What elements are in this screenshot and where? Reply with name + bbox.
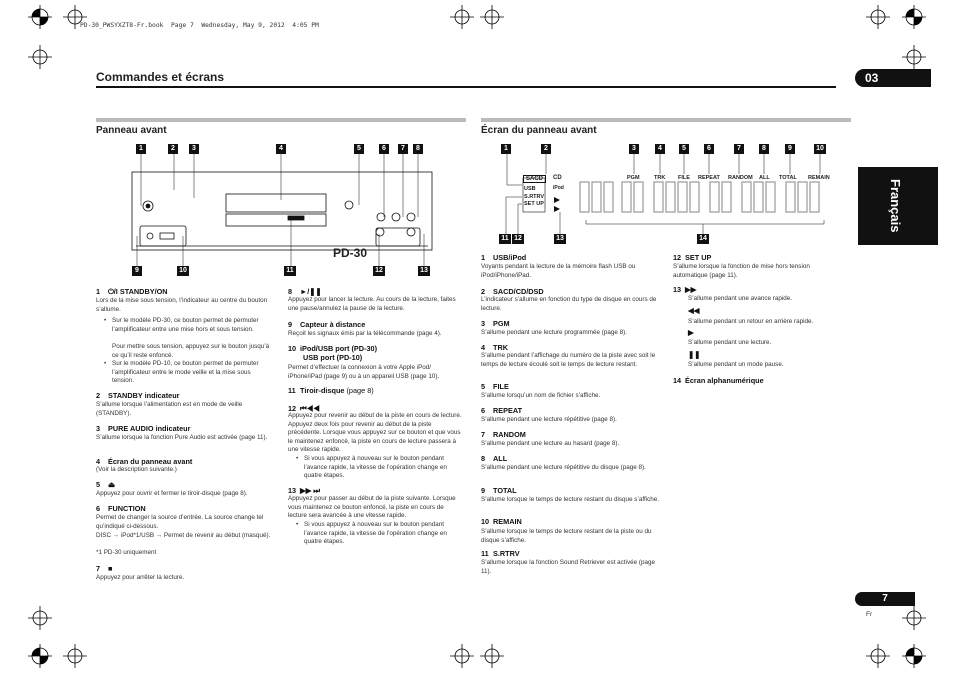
col3-item11-heading: 11 S.RTRV <box>481 549 520 558</box>
pause-icon: ❚❚ <box>688 350 701 359</box>
callout-2: 2 <box>168 144 178 154</box>
ipod-indicator: iPod <box>553 185 564 191</box>
srtrv-indicator: S.RTRV <box>524 194 545 200</box>
play-icon: ▶ <box>688 328 694 337</box>
col1-item2-text: S’allume lorsque l’alimentation est en mode de veille (STANDBY). <box>96 401 243 417</box>
callout-12: 12 <box>373 266 385 276</box>
display-callout-10: 10 <box>814 144 826 154</box>
display-callout-8: 8 <box>759 144 769 154</box>
col2-item13-heading: 13 ▶▶ ⏭ <box>288 486 320 495</box>
bullet-icon: • <box>296 521 299 528</box>
display-callout-6: 6 <box>704 144 714 154</box>
col1-item3-heading: 3 PURE AUDIO indicateur <box>96 424 191 433</box>
col2-item11-heading: 11 Tiroir-disque (page 8) <box>288 386 374 395</box>
col4-item12-heading: 12 SET UP <box>673 253 712 262</box>
col3-item4-heading: 4 TRK <box>481 343 508 352</box>
col4-item14-heading: 14 Écran alphanumérique <box>673 376 764 385</box>
col2-item12-bullet: Si vous appuyez à nouveau sur le bouton pendant l’avance rapide, la vitesse de l’opération change en quatre étapes. <box>304 455 447 480</box>
callout-3: 3 <box>189 144 199 154</box>
callout-1: 1 <box>136 144 146 154</box>
subbar-display <box>481 118 851 122</box>
front-panel-title: Panneau avant <box>96 125 167 136</box>
col3-item5-text: S’allume lorsqu’un nom de fichier s’affiche. <box>481 392 601 399</box>
col2-item13-bullet: Si vous appuyez à nouveau sur le bouton pendant l’avance rapide, la vitesse de l’opération change en quatre étapes. <box>304 521 447 546</box>
display-callout-5: 5 <box>679 144 689 154</box>
rewind-icon: ◀◀ <box>688 306 700 315</box>
col1-item1-text: Lors de la mise sous tension, l’indicateur au centre du bouton s’allume. <box>96 297 268 313</box>
repeat-indicator: REPEAT <box>698 175 720 181</box>
col1-item6-text: Permet de changer la source d’entrée. La source change tel qu’indiqué ci-dessous. <box>96 514 264 530</box>
remain-indicator: REMAIN <box>808 175 830 181</box>
section-title: Commandes et écrans <box>96 70 225 84</box>
front-panel-illustration <box>128 142 438 282</box>
language-tab-label: Français <box>888 179 903 233</box>
col2-item13-text: Appuyez pour passer au début de la piste suivante. Lorsque vous maintenez ce bouton enfoncé, la piste en cours de lecture sera avancée à une vitesse rapide. <box>288 495 456 520</box>
col2-item12-heading: 12 ⏮◀◀ <box>288 404 320 413</box>
col3-item6-text: S’allume pendant une lecture répétitive (page 8). <box>481 416 617 423</box>
display-callout-3: 3 <box>629 144 639 154</box>
col1-item6-note: *1 PD-30 uniquement <box>96 549 157 556</box>
display-callout-13: 13 <box>554 234 566 244</box>
col1-item1-bullet2: Sur le modèle PD-10, ce bouton permet de permuter l’amplificateur entre le mode veille et la mise sous tension. <box>112 360 259 385</box>
callout-10: 10 <box>177 266 189 276</box>
callout-13: 13 <box>418 266 430 276</box>
col4-item13-b: S’allume pendant un retour en arrière rapide. <box>688 318 814 325</box>
callout-4: 4 <box>276 144 286 154</box>
callout-6: 6 <box>379 144 389 154</box>
col1-item4-text: (Voir la description suivante.) <box>96 466 177 473</box>
col3-item2-heading: 2 SACD/CD/DSD <box>481 287 544 296</box>
random-indicator: RANDOM <box>728 175 753 181</box>
col2-item9-heading: 9 Capteur à distance <box>288 320 366 329</box>
cd-indicator: CD <box>553 175 562 181</box>
col3-item1-text: Voyants pendant la lecture de la mémoire flash USB ou iPod/iPhone/iPad. <box>481 263 636 279</box>
col3-item2-text: L’indicateur s’allume en fonction du type de disque en cours de lecture. <box>481 296 657 312</box>
sacd-indicator: SACD <box>523 175 546 183</box>
col2-item12-text: Appuyez pour revenir au début de la piste en cours de lecture. Appuyez deux fois pour revenir au début de la piste précédente. Lorsque vous appuyez sur ce bouton et que vous le maintenez enfoncé, la piste en cours de lecture passera à une vitesse rapide. <box>288 412 462 454</box>
total-indicator: TOTAL <box>779 175 797 181</box>
col1-item1-bullet1: Sur le modèle PD-30, ce bouton permet de permuter l’amplificateur entre une mise hors et sous tension. <box>112 317 259 333</box>
callout-9: 9 <box>132 266 142 276</box>
col2-item10-text: Permet d’effectuer la connexion à votre Apple iPod/ iPhone/iPad (page 9) ou à un appareil USB (page 10). <box>288 364 440 380</box>
display-callout-14: 14 <box>697 234 709 244</box>
col3-item7-text: S’allume pendant une lecture au hasard (page 8). <box>481 440 620 447</box>
usb-indicator: USB <box>524 186 536 192</box>
trk-indicator: TRK <box>654 175 666 181</box>
model-label: PD-30 <box>333 246 368 260</box>
page-number: 7 <box>855 592 915 606</box>
display-callout-11: 11 <box>499 234 511 244</box>
file-indicator: FILE <box>678 175 690 181</box>
col3-item8-text: S’allume pendant une lecture répétitive du disque (page 8). <box>481 464 646 471</box>
callout-7: 7 <box>398 144 408 154</box>
col1-item5-heading: 5 ⏏ <box>96 480 115 489</box>
col4-item13-c: S’allume pendant une lecture. <box>688 339 772 346</box>
col1-item5-text: Appuyez pour ouvrir et fermer le tiroir-disque (page 8). <box>96 490 248 497</box>
col1-item7-text: Appuyez pour arrêter la lecture. <box>96 574 185 581</box>
col2-item9-text: Reçoit les signaux émis par la télécommande (page 4). <box>288 330 442 337</box>
col1-item2-heading: 2 STANDBY indicateur <box>96 391 180 400</box>
col3-item10-text: S’allume lorsque le temps de lecture restant de la piste ou du disque s’affiche. <box>481 528 652 544</box>
subbar-front-panel <box>96 118 466 122</box>
col3-item9-heading: 9 TOTAL <box>481 486 517 495</box>
display-callout-12: 12 <box>512 234 524 244</box>
col2-item10-heading2: USB port (PD-10) <box>303 353 363 362</box>
col1-item6-sequence: DISC → iPod*1/USB → Permet de revenir au début (masqué). <box>96 532 271 539</box>
display-callout-1: 1 <box>501 144 511 154</box>
col3-item11-text: S’allume lorsque la fonction Sound Retriever est activée (page 11). <box>481 559 655 575</box>
bullet-icon: • <box>104 360 107 367</box>
col1-item7-heading: 7 ■ <box>96 564 113 573</box>
col3-item3-heading: 3 PGM <box>481 319 510 328</box>
fast-forward-icon: ▶▶ <box>685 285 697 294</box>
col3-item10-heading: 10 REMAIN <box>481 517 522 526</box>
col2-item8-text: Appuyez pour lancer la lecture. Au cours de la lecture, faites une pause/annulez la pause de la lecture. <box>288 296 456 312</box>
stop-icon: ■ <box>108 564 113 573</box>
previous-icon: ⏮◀◀ <box>300 404 320 413</box>
col3-item1-heading: 1 USB/iPod <box>481 253 527 262</box>
display-callout-9: 9 <box>785 144 795 154</box>
col2-item8-heading: 8 ►/❚❚ <box>288 287 322 296</box>
col2-item10-heading: 10 iPod/USB port (PD-30) <box>288 344 378 353</box>
display-callout-4: 4 <box>655 144 665 154</box>
col4-item12-text: S’allume lorsque la fonction de mise hors tension automatique (page 11). <box>673 263 810 279</box>
col3-item5-heading: 5 FILE <box>481 382 509 391</box>
col1-item6-heading: 6 FUNCTION <box>96 504 146 513</box>
col1-item1-bullet1b: Pour mettre sous tension, appuyez sur le bouton jusqu’à ce qu’il reste enfoncé. <box>112 343 270 359</box>
col1-item3-text: S’allume lorsque la fonction Pure Audio est activée (page 11). <box>96 434 268 441</box>
next-icon: ▶▶ ⏭ <box>300 486 320 495</box>
col1-item4-heading: 4 Écran du panneau avant <box>96 457 193 466</box>
col4-item13-d: S’allume pendant un mode pause. <box>688 361 784 368</box>
display-callout-2: 2 <box>541 144 551 154</box>
bullet-icon: • <box>296 455 299 462</box>
col3-item4-text: S’allume pendant l’affichage du numéro de la piste avec soit le temps de lecture écoulé soit le temps de lecture restant. <box>481 352 656 368</box>
display-illustration <box>498 142 838 252</box>
col3-item9-text: S’allume lorsque le temps de lecture restant du disque s’affiche. <box>481 496 660 503</box>
col1-item1-heading: 1 ⏻/I STANDBY/ON <box>96 287 168 296</box>
callout-11: 11 <box>284 266 296 276</box>
display-callout-7: 7 <box>734 144 744 154</box>
col4-item13-heading: 13 ▶▶ <box>673 285 697 294</box>
chapter-badge: 03 <box>855 69 931 87</box>
setup-indicator: SET UP <box>524 201 544 207</box>
callout-5: 5 <box>354 144 364 154</box>
all-indicator: ALL <box>759 175 770 181</box>
col4-item13-a: S’allume pendant une avance rapide. <box>688 295 792 302</box>
col3-item7-heading: 7 RANDOM <box>481 430 526 439</box>
pgm-indicator: PGM <box>627 175 640 181</box>
display-title: Écran du panneau avant <box>481 125 597 136</box>
col3-item6-heading: 6 REPEAT <box>481 406 523 415</box>
bullet-icon: • <box>104 317 107 324</box>
col3-item3-text: S’allume pendant une lecture programmée (page 8). <box>481 329 627 336</box>
callout-8: 8 <box>413 144 423 154</box>
play-pause-icon: ►/❚❚ <box>300 287 322 296</box>
print-header: PD-30_PWSYXZT8-Fr.book Page 7 Wednesday, May 9, 2012 4:05 PM <box>80 22 319 29</box>
col3-item8-heading: 8 ALL <box>481 454 508 463</box>
page-language: Fr <box>866 611 873 618</box>
eject-icon: ⏏ <box>108 480 115 489</box>
